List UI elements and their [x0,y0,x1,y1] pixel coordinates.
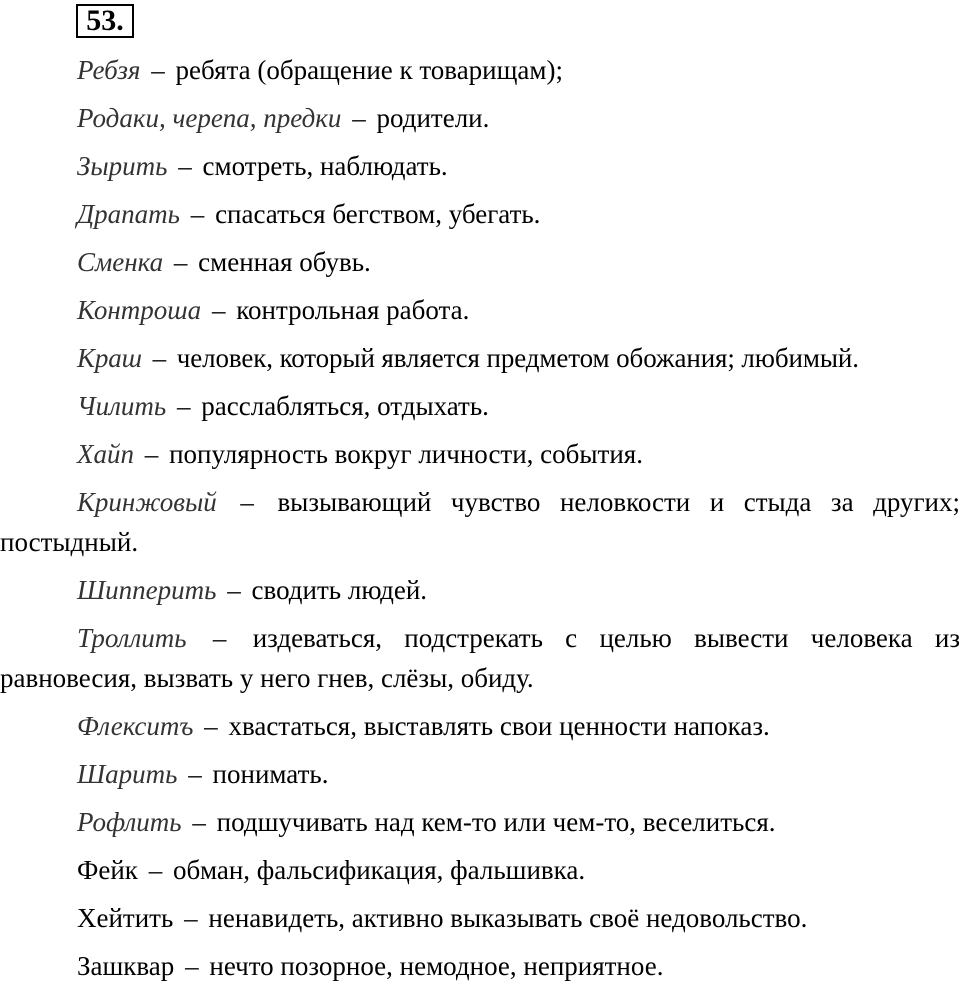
entry-definition: ребята (обращение к товарищам); [175,55,563,85]
entry-term: Троллить [77,623,187,653]
entry-term: Фейк [77,855,138,885]
entry-term: Контроша [77,295,202,325]
entry-definition: человек, который является предметом обожания; любимый. [176,343,859,373]
glossary-entry [0,754,960,794]
glossary-entry [0,242,960,282]
entry-dash: – [148,855,163,885]
entry-dash: – [173,247,188,277]
entry-term: Сменка [77,247,164,277]
entry-term: Ребзя [77,55,141,85]
glossary-entry [0,434,960,474]
entry-definition: понимать. [212,759,329,789]
glossary-entry [0,850,960,890]
glossary-entry [0,50,960,90]
glossary-entry [0,570,960,610]
entry-dash: – [212,623,227,653]
entry-term: Хайп [77,439,134,469]
entry-definition: обман, фальсификация, фальшивка. [172,855,586,885]
glossary-entry [0,706,960,746]
entry-term: Зырить [77,151,168,181]
entry-dash: – [211,295,226,325]
entry-dash: – [185,951,199,981]
entry-term: Драпать [77,199,180,229]
entry-definition: подшучивать над кем-то или чем-то, веселиться. [216,807,776,837]
glossary-entry [0,194,960,234]
entry-dash: – [176,391,191,421]
entry-dash: – [204,711,218,741]
entry-dash: – [352,103,366,133]
slang-glossary [0,50,960,994]
entry-term: Родаки, черепа, предки [77,103,342,133]
entry-dash: – [188,759,202,789]
glossary-entry [0,802,960,842]
glossary-entry [0,386,960,426]
exercise-number-box: 53. [76,4,134,38]
entry-dash: – [190,199,205,229]
glossary-entry [0,338,960,378]
entry-definition: популярность вокруг личности, события. [169,439,643,469]
entry-definition: ненавидеть, активно выказывать своё недовольство. [208,903,808,933]
entry-term: Рофлить [77,807,182,837]
entry-definition: издеваться, подстрекать с целью вывести человека из равновесия, вызвать у него гнев, слёзы, обиду. [0,623,960,693]
glossary-entry [0,146,960,186]
glossary-entry [0,618,960,698]
entry-definition: сменная обувь. [198,247,371,277]
entry-dash: – [240,487,254,517]
entry-term: Краш [77,343,142,373]
entry-dash: – [184,903,198,933]
entry-definition: сводить людей. [251,575,428,605]
entry-definition: расслабляться, отдыхать. [201,391,489,421]
entry-dash: – [178,151,192,181]
entry-definition: спасаться бегством, убегать. [215,199,541,229]
entry-definition: контрольная работа. [236,295,470,325]
entry-term: Чилить [77,391,167,421]
entry-definition: хвастаться, выставлять свои ценности напоказ. [228,711,770,741]
entry-term: Хейтить [77,903,174,933]
glossary-entry [0,946,960,986]
entry-dash: – [227,575,241,605]
entry-dash: – [144,439,159,469]
entry-definition: нечто позорное, немодное, неприятное. [209,951,664,981]
entry-term: Кринжовый [77,487,217,517]
glossary-entry [0,898,960,938]
entry-dash: – [151,55,165,85]
entry-definition: вызывающий чувство неловкости и стыда за других; постыдный. [0,487,960,557]
glossary-entry [0,482,960,562]
entry-term: Флекситъ [77,711,194,741]
entry-dash: – [152,343,167,373]
entry-term: Шарить [77,759,178,789]
entry-term: Зашквар [77,951,175,981]
entry-definition: родители. [376,103,490,133]
entry-dash: – [192,807,206,837]
glossary-entry [0,290,960,330]
entry-definition: смотреть, наблюдать. [202,151,448,181]
entry-term: Шипперить [77,575,217,605]
glossary-entry [0,98,960,138]
